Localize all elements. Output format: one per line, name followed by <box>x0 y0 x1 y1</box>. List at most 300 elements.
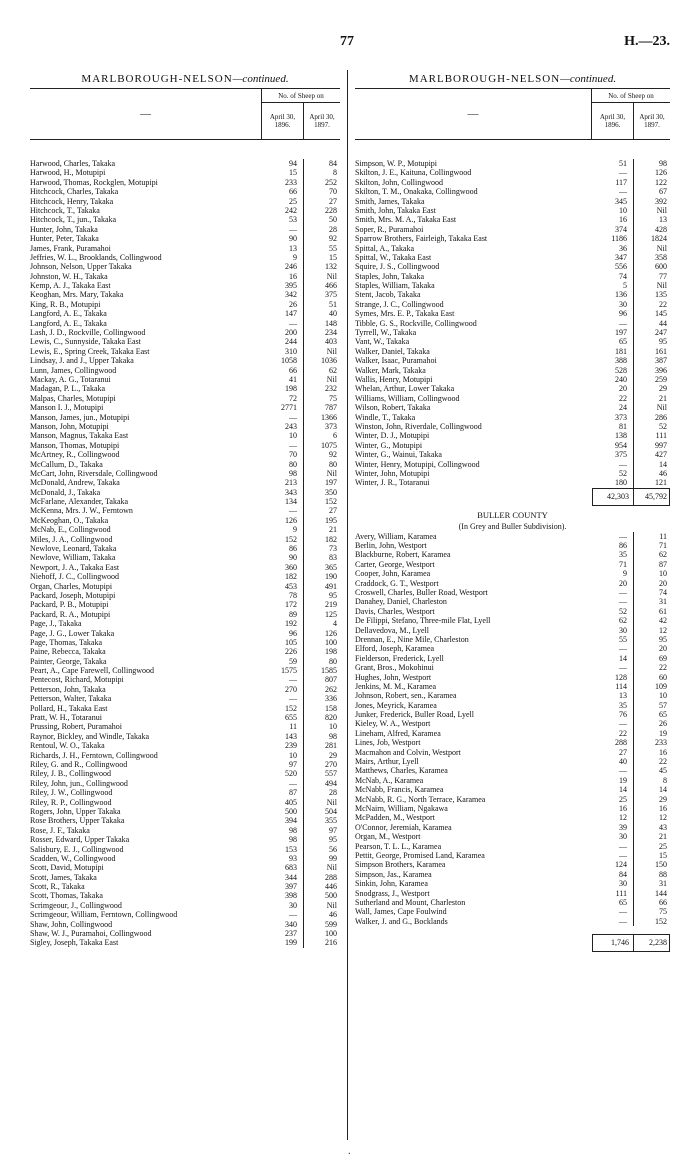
table-row <box>355 766 670 775</box>
sheep-1896: 86 <box>592 541 634 550</box>
sheep-1896: — <box>592 719 634 728</box>
owner-name: Cooper, John, Karamea <box>355 569 431 579</box>
sheep-1897: 31 <box>659 879 667 889</box>
table-row <box>30 215 340 224</box>
sheep-1896: 1575 <box>262 666 304 675</box>
sheep-1896: 345 <box>592 197 634 206</box>
sheep-1897: 599 <box>325 919 337 929</box>
table-row <box>355 550 670 559</box>
owner-name: Simpson, W. P., Motupipi <box>355 159 438 168</box>
owner-name: Soper, R., Puramahoi <box>355 224 424 234</box>
table-row <box>355 691 670 700</box>
sheep-1896: 22 <box>592 729 634 738</box>
name-column-header: — <box>355 89 592 139</box>
sheep-1897: 10 <box>659 691 667 701</box>
owner-name: Lineham, Alfred, Karamea <box>355 728 441 738</box>
owner-name: Simpson Brothers, Karamea <box>355 860 446 870</box>
table-row <box>30 666 340 675</box>
owner-name: Rose, J. F., Takaka <box>30 825 90 835</box>
table-row <box>355 384 670 393</box>
sheep-1896: 181 <box>592 347 634 356</box>
sheep-1897: 51 <box>329 299 337 309</box>
sheep-1897: 4 <box>333 619 337 629</box>
table-row <box>355 889 670 898</box>
sheep-1897: 13 <box>659 215 667 225</box>
table-row <box>355 842 670 851</box>
sheep-1896: 78 <box>262 591 304 600</box>
sheep-1896: 27 <box>592 748 634 757</box>
owner-name: Snodgrass, J., Westport <box>355 888 430 898</box>
sheep-1896: 374 <box>592 225 634 234</box>
owner-name: Squire, J. S., Collingwood <box>355 262 440 272</box>
owner-name: Fielderson, Frederick, Lyell <box>355 653 444 663</box>
sheep-1897: 56 <box>329 844 337 854</box>
sheep-1896: 97 <box>262 760 304 769</box>
owner-name: Sigley, Joseph, Takaka East <box>30 938 119 948</box>
owner-name: Rogers, John, Upper Takaka <box>30 806 121 816</box>
sheep-1897: 46 <box>329 910 337 920</box>
sheep-1897: 12 <box>659 625 667 635</box>
sheep-1897: 80 <box>329 459 337 469</box>
sheep-1896: 520 <box>262 769 304 778</box>
owner-name: Peart, A., Cape Farewell, Collingwood <box>30 666 154 676</box>
table-row <box>30 337 340 346</box>
table-row <box>30 657 340 666</box>
owner-name: Pearson, T. L. L., Karamea <box>355 841 442 851</box>
table-row <box>30 929 340 938</box>
sheep-1896: 239 <box>262 741 304 750</box>
sheep-1897: 197 <box>325 478 337 488</box>
sheep-1897: 355 <box>325 816 337 826</box>
sheep-1897: 52 <box>659 421 667 431</box>
sheep-1896: 126 <box>262 516 304 525</box>
sheep-1897: 152 <box>655 916 667 926</box>
sheep-1896: 2771 <box>262 403 304 412</box>
sheep-1897: 97 <box>329 825 337 835</box>
table-row <box>355 701 670 710</box>
sheep-1896: 16 <box>262 272 304 281</box>
owner-name: Vant, W., Takaka <box>355 337 410 347</box>
sheep-1897: 22 <box>659 299 667 309</box>
sheep-1897: 787 <box>325 403 337 413</box>
sheep-1897: 195 <box>325 515 337 525</box>
sheep-1897: 600 <box>655 262 667 272</box>
sheep-1897: 122 <box>655 177 667 187</box>
sheep-1897: 15 <box>659 850 667 860</box>
sheep-1897: 29 <box>329 750 337 760</box>
owner-name: Lash, J. D., Rockville, Collingwood <box>30 328 146 338</box>
sheep-1897: 11 <box>659 531 667 541</box>
table-row <box>30 262 340 271</box>
sheep-1897: 69 <box>659 653 667 663</box>
sheep-1896: 340 <box>262 920 304 929</box>
sheep-1897: 87 <box>659 559 667 569</box>
sheep-1896: 1058 <box>262 356 304 365</box>
sheep-1897: 98 <box>329 731 337 741</box>
sheep-1897: 111 <box>655 431 667 441</box>
sheep-1897: 61 <box>659 606 667 616</box>
sheep-1897: Nil <box>326 271 337 281</box>
table-row <box>30 788 340 797</box>
owner-name: Carter, George, Westport <box>355 559 435 569</box>
owner-name: McDonald, J., Takaka <box>30 487 101 497</box>
sheep-1896: 198 <box>262 384 304 393</box>
sheep-1896: 5 <box>592 281 634 290</box>
sheep-1896: 74 <box>592 272 634 281</box>
sheep-1896: — <box>592 842 634 851</box>
owner-name: Strange, J. C., Collingwood <box>355 299 444 309</box>
owner-name: Petterson, John, Takaka <box>30 684 106 694</box>
table-row <box>355 823 670 832</box>
sheep-1897: Nil <box>326 863 337 873</box>
owner-name: Avery, William, Karamea <box>355 531 437 541</box>
sheep-1897: 6 <box>333 431 337 441</box>
marlborough-nelson-total <box>355 488 670 504</box>
sheep-1897: 80 <box>329 656 337 666</box>
table-row <box>355 654 670 663</box>
section-subtitle: (In Grey and Buller Subdivision). <box>458 521 567 531</box>
owner-name: Petterson, Walter, Takaka <box>30 694 112 704</box>
table-row <box>30 779 340 788</box>
owner-name: Junker, Frederick, Buller Road, Lyell <box>355 710 474 720</box>
table-row <box>355 607 670 616</box>
table-row <box>30 403 340 412</box>
table-row <box>30 281 340 290</box>
sheep-1897: 152 <box>325 497 337 507</box>
sheep-1896: 76 <box>592 710 634 719</box>
table-row <box>30 506 340 515</box>
buller-county-total <box>355 934 670 950</box>
table-row <box>355 366 670 375</box>
table-row <box>30 366 340 375</box>
sheep-1896: 20 <box>592 579 634 588</box>
sheep-1896: — <box>592 644 634 653</box>
table-row <box>355 253 670 262</box>
table-row <box>30 901 340 910</box>
sheep-1896: 53 <box>262 215 304 224</box>
table-row <box>355 309 670 318</box>
sheep-1897: 84 <box>329 159 337 168</box>
sheep-1896: 954 <box>592 441 634 450</box>
sheep-1896: 233 <box>262 178 304 187</box>
sheep-1897: 62 <box>329 365 337 375</box>
sheep-1897: 121 <box>655 478 667 488</box>
sheep-1897: 126 <box>655 168 667 178</box>
sheep-1897: 10 <box>659 569 667 579</box>
sheep-1896: 41 <box>262 375 304 384</box>
sheep-1896: 65 <box>592 898 634 907</box>
table-row <box>30 713 340 722</box>
owner-name: Mackay, A. G., Totaranui <box>30 374 111 384</box>
sheep-1896: 10 <box>592 206 634 215</box>
owner-name: Hitchcock, Charles, Takaka <box>30 187 119 197</box>
sheep-1896: 98 <box>262 469 304 478</box>
sheep-1896: — <box>592 663 634 672</box>
owner-name: Skilton, J. E., Kaituna, Collingwood <box>355 168 472 178</box>
sheep-1896: 172 <box>262 600 304 609</box>
owner-name: Simpson, Jas., Karamea <box>355 869 432 879</box>
sheep-1897: 70 <box>329 187 337 197</box>
sheep-1896: 375 <box>592 450 634 459</box>
table-row <box>355 710 670 719</box>
sheep-1896: 20 <box>592 384 634 393</box>
sheep-1896: 10 <box>262 751 304 760</box>
sheep-1896: 117 <box>592 178 634 187</box>
owner-name: Johnson, Robert, sen., Karamea <box>355 691 457 701</box>
sheep-1897: 182 <box>325 534 337 544</box>
sheep-1897: 807 <box>325 675 337 685</box>
sheep-1897: 281 <box>325 741 337 751</box>
table-row <box>355 560 670 569</box>
owner-name: Williams, William, Collingwood <box>355 393 460 403</box>
owner-name: Miles, J. A., Collingwood <box>30 534 113 544</box>
table-row <box>30 525 340 534</box>
owner-name: Jeffries, W. L., Brooklands, Collingwood <box>30 252 162 262</box>
owner-name: Smith, James, Takaka <box>355 196 425 206</box>
sheep-1896: 246 <box>262 262 304 271</box>
column-divider <box>347 70 348 1140</box>
table-row <box>30 675 340 684</box>
sheep-1896: 98 <box>262 826 304 835</box>
table-row <box>30 206 340 215</box>
sheep-1896: 237 <box>262 929 304 938</box>
sheep-1896: 66 <box>262 366 304 375</box>
sheep-1897: 373 <box>325 421 337 431</box>
table-row <box>355 347 670 356</box>
sheep-1897: 21 <box>659 393 667 403</box>
sheep-1896: 30 <box>592 879 634 888</box>
sheep-1897: 820 <box>325 713 337 723</box>
sheep-1897: 28 <box>329 788 337 798</box>
table-row <box>30 610 340 619</box>
owner-name: Rentoul, W. O., Takaka <box>30 741 105 751</box>
owner-name: Jones, Meyrick, Karamea <box>355 700 437 710</box>
sheep-1896: 86 <box>262 544 304 553</box>
table-row <box>355 159 670 168</box>
table-row <box>355 879 670 888</box>
owner-name: Scott, David, Motupipi <box>30 863 104 873</box>
sheep-1896: — <box>592 851 634 860</box>
sheep-1897: 95 <box>329 590 337 600</box>
table-row <box>30 535 340 544</box>
table-row <box>30 197 340 206</box>
owner-name: O'Connor, Jeremiah, Karamea <box>355 822 452 832</box>
sheep-1896: 93 <box>262 854 304 863</box>
sheep-1896: 347 <box>592 253 634 262</box>
sheep-1896: 395 <box>262 281 304 290</box>
sheep-1897: 27 <box>329 196 337 206</box>
table-row <box>355 644 670 653</box>
table-row <box>30 478 340 487</box>
owner-name: Packard, P. B., Motupipi <box>30 600 109 610</box>
total-1896: 1,746 <box>592 934 634 952</box>
owner-name: Hunter, John, Takaka <box>30 224 98 234</box>
owner-name: Kieley, W. A., Westport <box>355 719 431 729</box>
sheep-1897: 29 <box>659 384 667 394</box>
sheep-1897: 46 <box>659 468 667 478</box>
sheep-1897: 1036 <box>321 356 337 366</box>
table-row <box>355 356 670 365</box>
sheep-1897: 233 <box>655 738 667 748</box>
table-row <box>355 588 670 597</box>
left-column-title: MARLBOROUGH-NELSON—continued. <box>81 73 289 85</box>
sheep-1897: 270 <box>325 760 337 769</box>
sheep-1897: 216 <box>325 938 337 948</box>
sheep-1897: 262 <box>325 684 337 694</box>
sheep-1897: 286 <box>655 412 667 422</box>
table-row <box>355 541 670 550</box>
owner-name: Hughes, John, Westport <box>355 672 432 682</box>
sheep-1897: 44 <box>659 318 667 328</box>
table-row <box>30 572 340 581</box>
owner-name: Johnston, W. H., Takaka <box>30 271 108 281</box>
table-row <box>30 600 340 609</box>
year-1897-header: April 30, 1897. <box>309 113 335 129</box>
sheep-1896: 80 <box>262 460 304 469</box>
table-row <box>355 450 670 459</box>
owner-name: McKeoghan, O., Takaka <box>30 515 109 525</box>
footer-mark: . <box>348 1146 351 1157</box>
table-row <box>355 422 670 431</box>
table-row <box>355 197 670 206</box>
sheep-1896: 16 <box>592 215 634 224</box>
sheep-1896: 138 <box>592 431 634 440</box>
table-row <box>30 290 340 299</box>
sheep-1897: 43 <box>659 822 667 832</box>
sheep-1896: — <box>262 779 304 788</box>
table-row <box>30 741 340 750</box>
owner-name: Stent, Jacob, Takaka <box>355 290 421 300</box>
table-row <box>30 638 340 647</box>
table-row <box>355 748 670 757</box>
sheep-1897: 27 <box>329 506 337 516</box>
total-1897: 45,792 <box>634 488 670 506</box>
left-table-header <box>30 88 340 140</box>
owner-name: McNairn, William, Ngakawa <box>355 804 448 813</box>
sheep-1897: 42 <box>659 616 667 626</box>
table-row <box>30 450 340 459</box>
table-row <box>355 478 670 487</box>
owner-name: Drennan, E., Nine Mile, Charleston <box>355 634 469 644</box>
table-row <box>30 854 340 863</box>
owner-name: Johnson, Nelson, Upper Takaka <box>30 262 132 272</box>
sheep-1897: 234 <box>325 328 337 338</box>
sheep-1896: 9 <box>592 569 634 578</box>
owner-name: Shaw, John, Collingwood <box>30 919 113 929</box>
table-row <box>30 178 340 187</box>
owner-name: Winter, D. J., Motupipi <box>355 431 430 441</box>
owner-name: Tyrrell, W., Takaka <box>355 328 417 338</box>
table-row <box>30 769 340 778</box>
sheep-1897: 132 <box>325 262 337 272</box>
owner-name: McCallum, D., Takaka <box>30 459 103 469</box>
table-row <box>355 579 670 588</box>
sheep-1897: 88 <box>659 869 667 879</box>
sheep-1896: 105 <box>262 638 304 647</box>
sheep-1896: — <box>592 766 634 775</box>
table-row <box>355 262 670 271</box>
sheep-1896: 180 <box>592 478 634 487</box>
owner-name: Symes, Mrs. E. P., Takaka East <box>355 309 455 319</box>
sheep-1896: 12 <box>592 813 634 822</box>
sheep-1896: 240 <box>592 375 634 384</box>
sheep-1896: 244 <box>262 337 304 346</box>
table-row <box>355 860 670 869</box>
sheep-1896: 66 <box>262 187 304 196</box>
owner-name: Winter, G., Wainui, Takaka <box>355 450 442 460</box>
table-row <box>30 384 340 393</box>
year-1896-header: April 30, 1896. <box>592 103 634 139</box>
table-row <box>355 187 670 196</box>
sheep-1896: 152 <box>262 704 304 713</box>
left-table-body <box>30 159 340 948</box>
sheep-1896: 10 <box>262 431 304 440</box>
sheep-1897: 252 <box>325 177 337 187</box>
owner-name: Walker, Mark, Takaka <box>355 365 426 375</box>
table-row <box>355 870 670 879</box>
owner-name: Hitchcock, T., Takaka <box>30 205 100 215</box>
section-title: BULLER COUNTY <box>477 509 548 520</box>
sheep-1896: 528 <box>592 366 634 375</box>
table-row <box>30 647 340 656</box>
sheep-1897: 1075 <box>321 440 337 450</box>
sheep-1896: 192 <box>262 619 304 628</box>
sheep-1897: 75 <box>659 907 667 917</box>
table-row <box>30 328 340 337</box>
buller-county-heading <box>355 510 670 532</box>
sheep-1896: 134 <box>262 497 304 506</box>
table-row <box>30 826 340 835</box>
table-row <box>355 616 670 625</box>
table-row <box>30 563 340 572</box>
sheep-1897: 1585 <box>321 666 337 676</box>
table-row <box>30 309 340 318</box>
sheep-1896: 342 <box>262 290 304 299</box>
sheep-1896: 22 <box>592 394 634 403</box>
year-1897-header: April 30, 1897. <box>639 113 665 129</box>
sheep-1897: 428 <box>655 224 667 234</box>
sheep-1896: 26 <box>262 300 304 309</box>
owner-name: Newlove, Leonard, Takaka <box>30 544 117 554</box>
right-column-title: MARLBOROUGH-NELSON—continued. <box>408 73 617 85</box>
sheep-1896: — <box>262 225 304 234</box>
sheep-1897: 259 <box>655 374 667 384</box>
right-table-header <box>355 88 670 140</box>
sheep-1897: 491 <box>325 581 337 591</box>
sheep-1896: 147 <box>262 309 304 318</box>
sheep-1897: 67 <box>659 187 667 197</box>
sheep-1897: Nil <box>326 468 337 478</box>
sheep-1897: 109 <box>655 681 667 691</box>
owner-name: Pollard, H., Takaka East <box>30 703 108 713</box>
sheep-1897: 392 <box>655 196 667 206</box>
owner-name: Paine, Rebecca, Takaka <box>30 647 106 657</box>
sheep-1896: 343 <box>262 488 304 497</box>
sheep-1896: 30 <box>592 626 634 635</box>
table-row <box>30 816 340 825</box>
sheep-1897: 358 <box>655 252 667 262</box>
sheep-1896: 52 <box>592 469 634 478</box>
owner-name: Hitchcock, T., jun., Takaka <box>30 215 117 225</box>
sheep-1897: 21 <box>329 525 337 535</box>
table-row <box>355 795 670 804</box>
sheep-1897: 387 <box>655 356 667 366</box>
sheep-1897: Nil <box>326 900 337 910</box>
sheep-1897: 190 <box>325 572 337 582</box>
owner-name: Langford, A. E., Takaka <box>30 318 107 328</box>
owner-name: Whelan, Arthur, Lower Takaka <box>355 384 455 394</box>
table-row <box>30 582 340 591</box>
